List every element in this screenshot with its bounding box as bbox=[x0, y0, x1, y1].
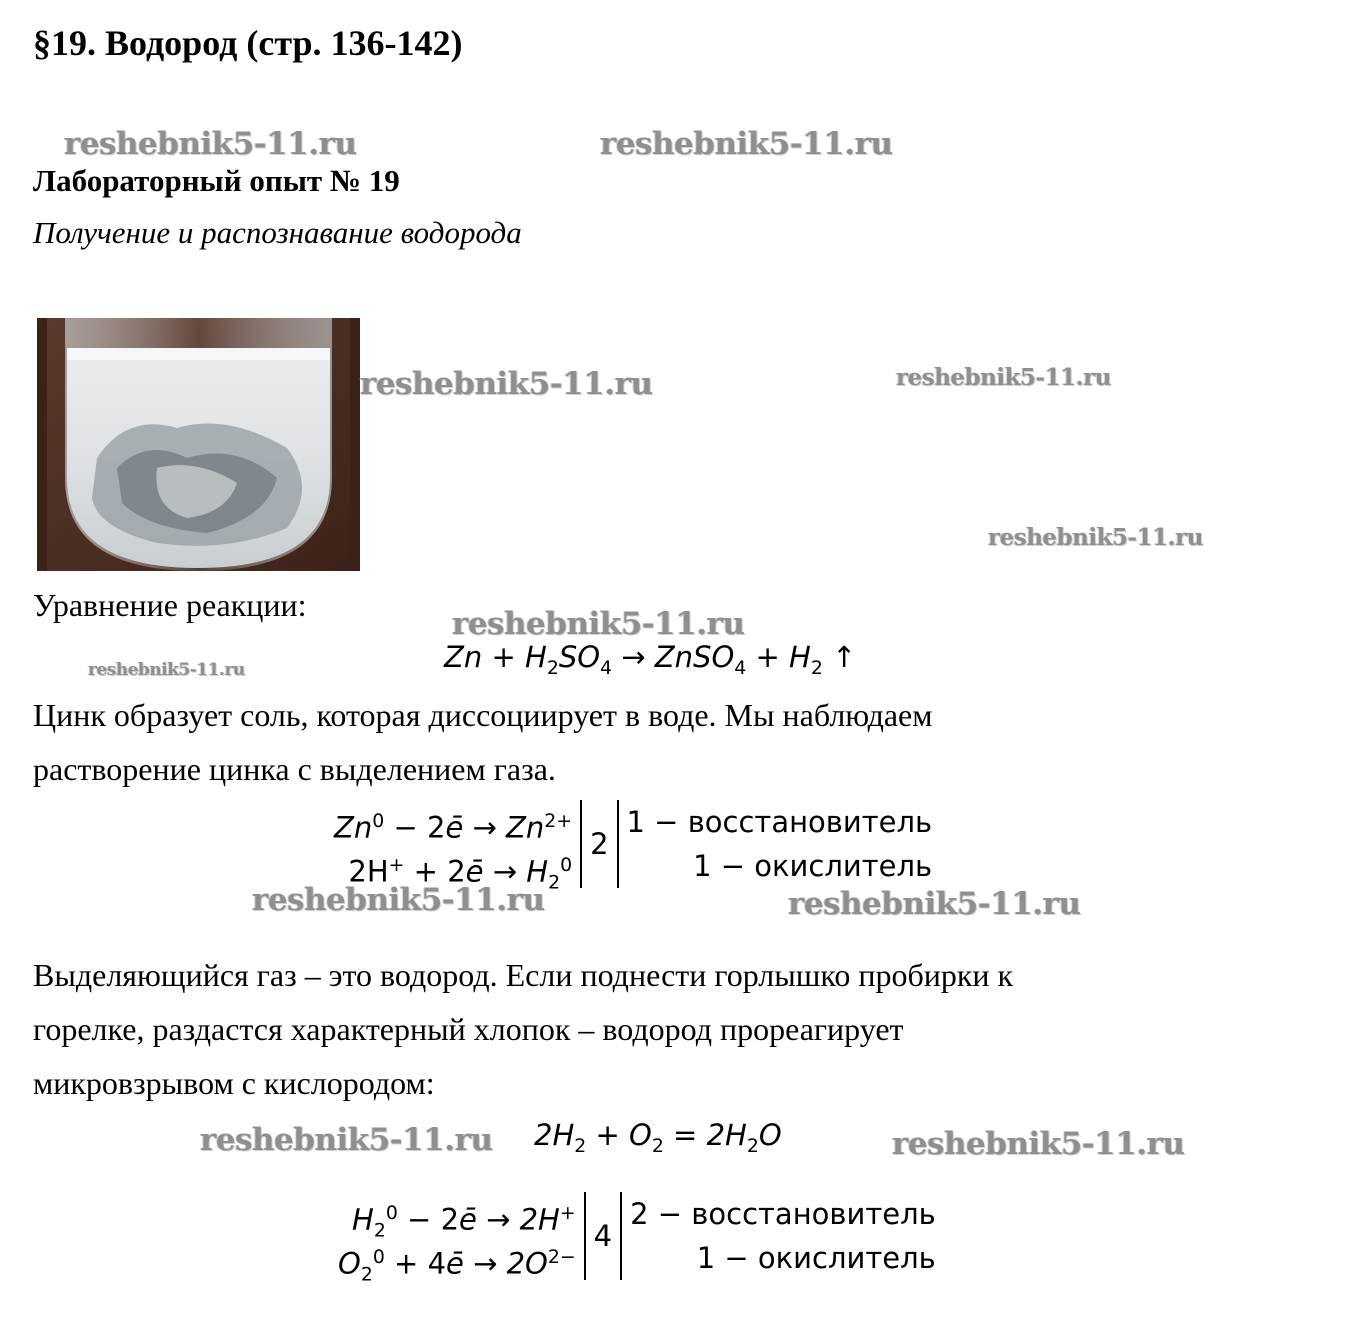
half-reaction-oxidation: $Zn^0$ − 2ē → $Zn^{2+}$ bbox=[334, 810, 573, 845]
watermark: reshebnik5-11.ru bbox=[88, 660, 245, 680]
test-tube-illustration bbox=[37, 318, 360, 571]
role-reducer: 1 − восстановитель bbox=[626, 805, 933, 839]
half-reaction-oxidation: $H_2^0$ − 2ē → 2H+ bbox=[352, 1202, 576, 1242]
paragraph-line: растворение цинка с выделением газа. bbox=[33, 751, 556, 787]
divider bbox=[584, 1192, 586, 1280]
role-oxidizer: 1 − окислитель bbox=[693, 849, 933, 883]
watermark: reshebnik5-11.ru bbox=[988, 524, 1203, 551]
watermark: reshebnik5-11.ru bbox=[360, 366, 653, 402]
electron-factor: 2 bbox=[590, 827, 609, 861]
watermark: reshebnik5-11.ru bbox=[892, 1126, 1185, 1162]
page-title: §19. Водород (стр. 136-142) bbox=[33, 23, 463, 63]
watermark: reshebnik5-11.ru bbox=[452, 606, 745, 642]
watermark: reshebnik5-11.ru bbox=[200, 1122, 493, 1158]
test-tube-photo bbox=[37, 318, 360, 571]
paragraph-line: горелке, раздастся характерный хлопок – водород прореагирует bbox=[33, 1011, 904, 1047]
half-reaction-reduction: $O_2^0$ + 4ē → $2O^{2-}$ bbox=[338, 1246, 576, 1286]
electron-factor: 4 bbox=[593, 1219, 613, 1253]
redox-balance-zinc bbox=[334, 800, 933, 894]
role-reducer: 2 − восстановитель bbox=[630, 1197, 936, 1231]
role-oxidizer: 1 − окислитель bbox=[696, 1241, 936, 1275]
watermark: reshebnik5-11.ru bbox=[788, 886, 1081, 922]
redox-balance-hydrogen bbox=[338, 1192, 936, 1286]
paragraph-line: Выделяющийся газ – это водород. Если поднести горлышко пробирки к bbox=[33, 957, 1014, 993]
lab-title: Лабораторный опыт № 19 bbox=[33, 163, 400, 198]
divider bbox=[580, 800, 582, 888]
watermark: reshebnik5-11.ru bbox=[64, 126, 357, 162]
lab-subtitle: Получение и распознавание водорода bbox=[33, 215, 522, 250]
equation-label: Уравнение реакции: bbox=[33, 587, 307, 623]
divider bbox=[620, 1192, 622, 1280]
watermark: reshebnik5-11.ru bbox=[896, 364, 1111, 391]
equation-hydrogen-oxygen: $2H_2 + O_2 = 2H_2O$ bbox=[534, 1118, 782, 1157]
paragraph-line: микровзрывом с кислородом: bbox=[33, 1065, 435, 1101]
divider bbox=[617, 800, 619, 888]
half-reaction-reduction: 2H+ + 2ē → $H_2^0$ bbox=[348, 854, 573, 894]
watermark: reshebnik5-11.ru bbox=[600, 126, 893, 162]
equation-zinc-sulfuric-acid: $Zn + H_2SO_4$ → ZnSO$_4$ + $H_2$ ↑ bbox=[444, 640, 857, 679]
paragraph-line: Цинк образует соль, которая диссоциирует в воде. Мы наблюдаем bbox=[33, 697, 933, 733]
watermark: reshebnik5-11.ru bbox=[252, 882, 545, 918]
